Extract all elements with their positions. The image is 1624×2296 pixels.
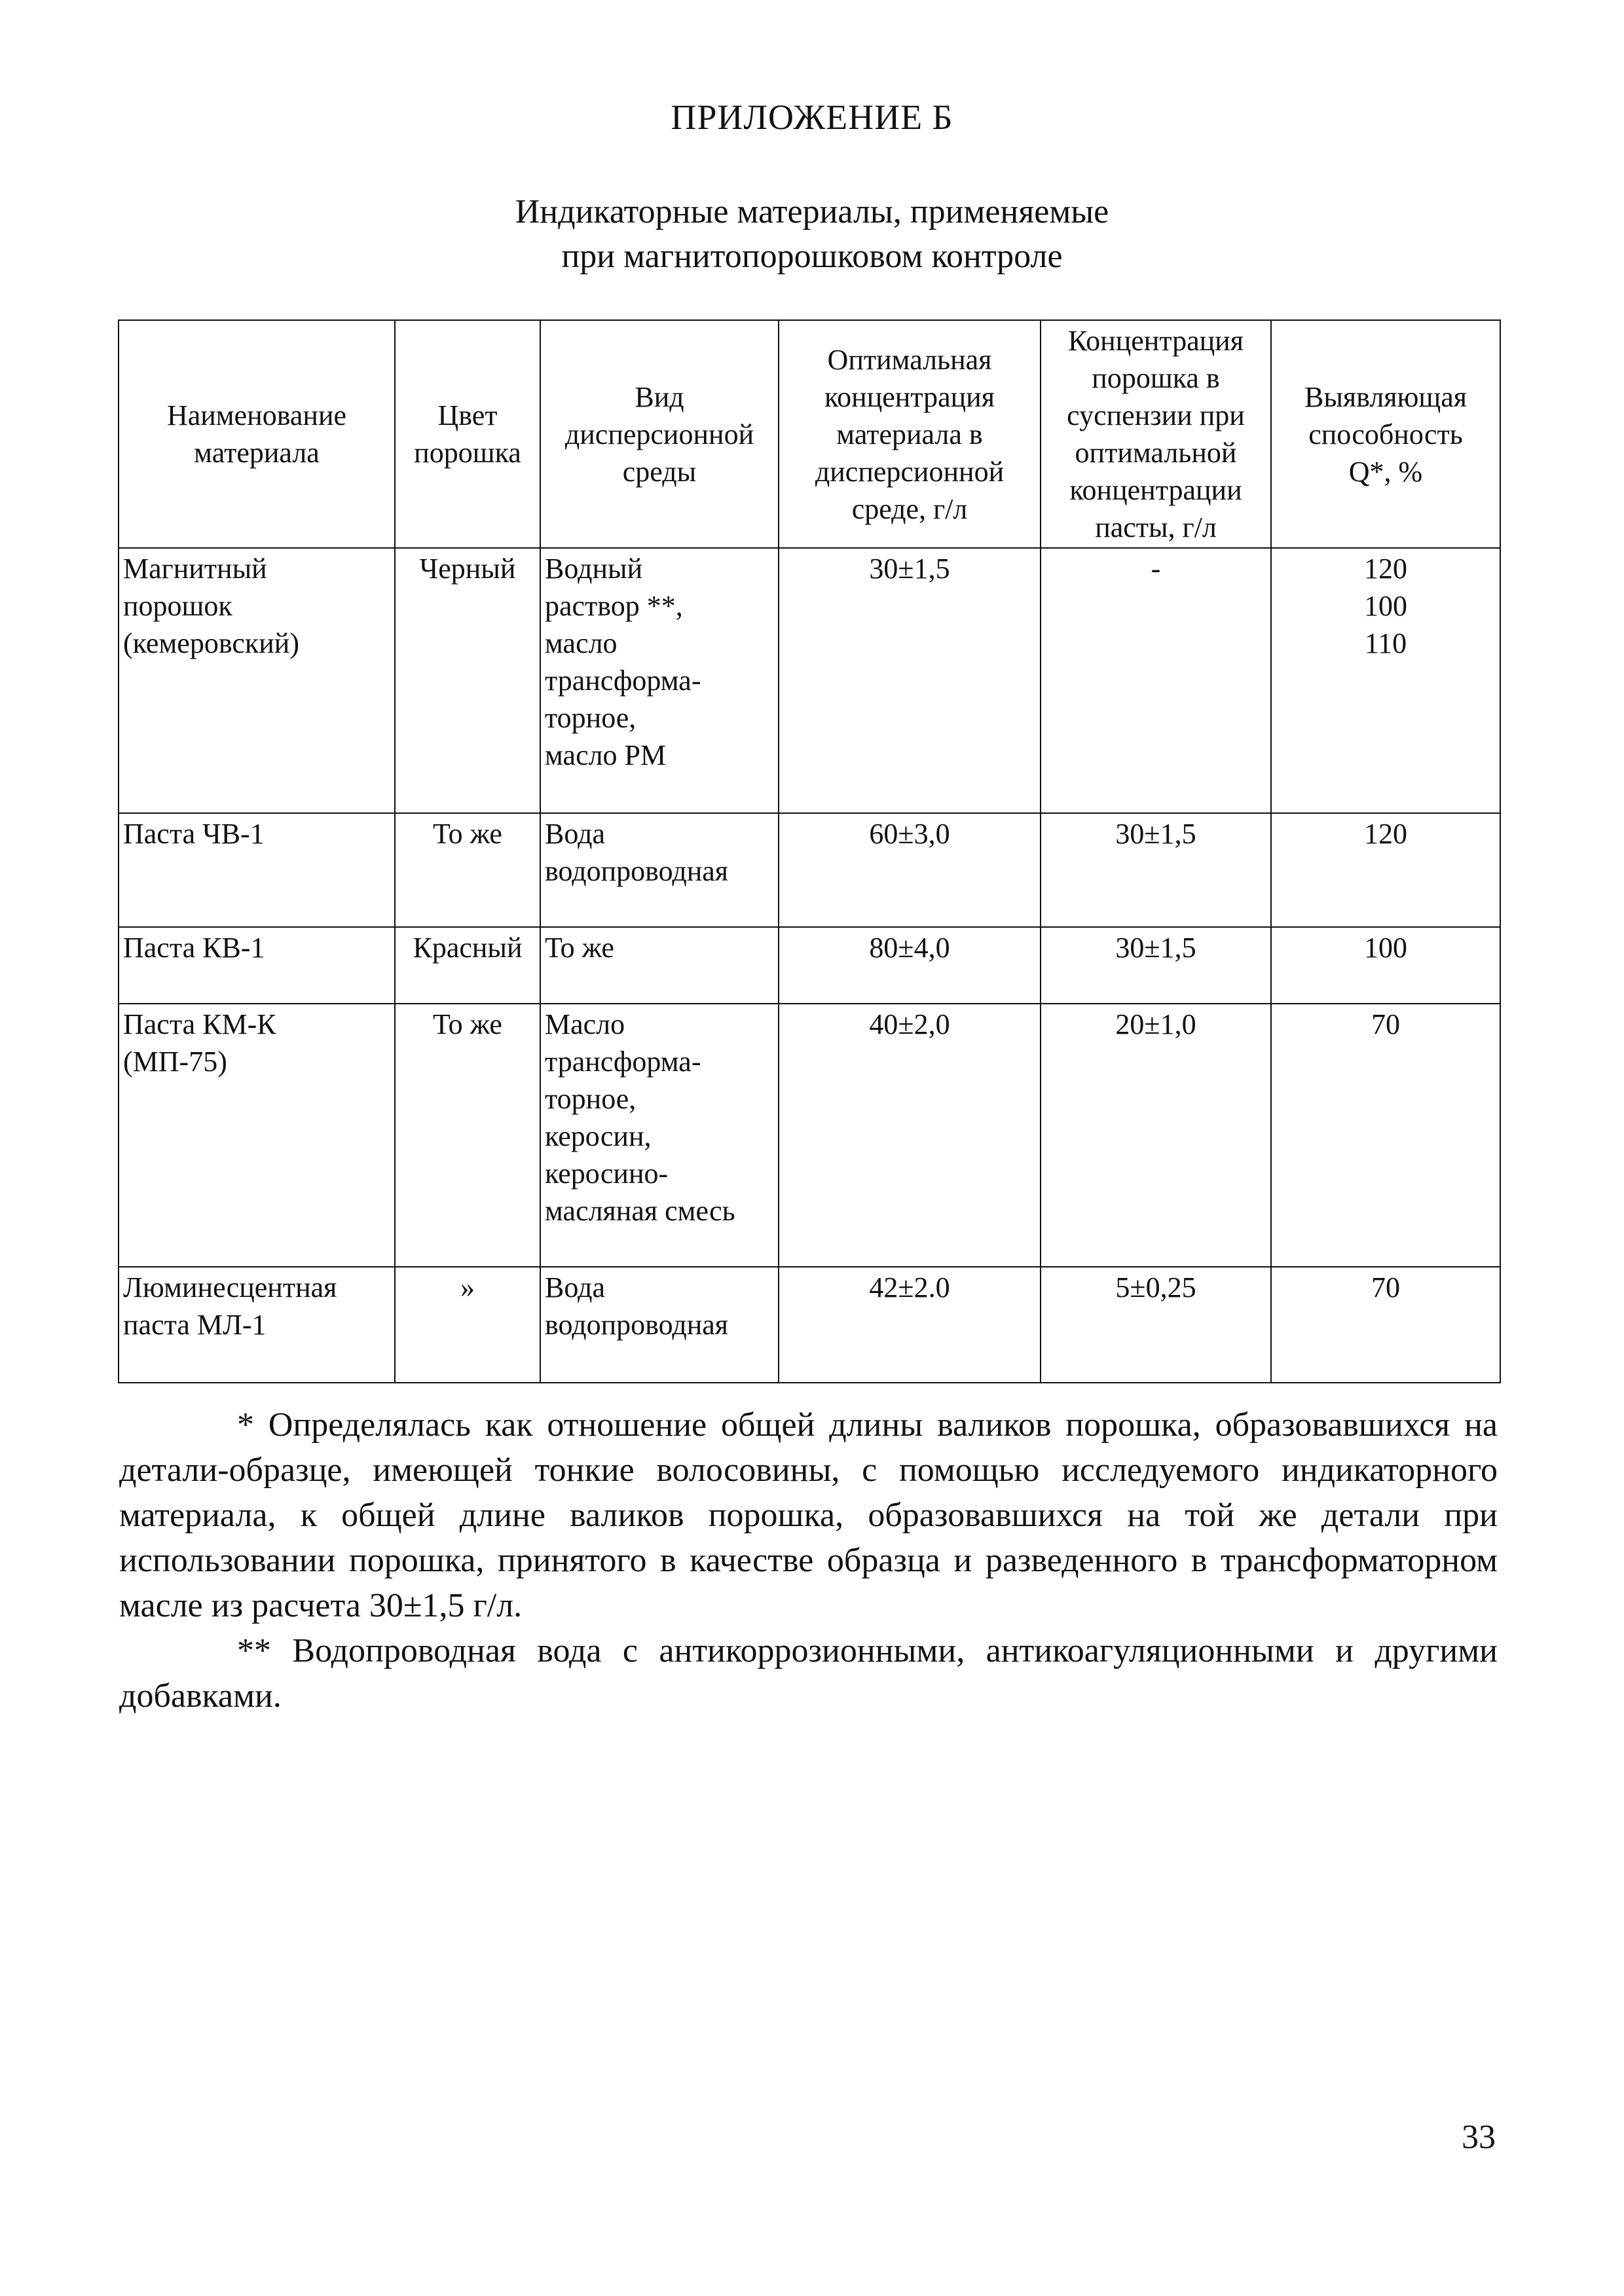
materials-table [118,319,1501,1383]
cell-dispersion-medium: Вода водопроводная [540,813,779,927]
cell-powder-color: Черный [395,548,540,813]
cell-detection-ability: 70 [1271,1004,1500,1267]
cell-detection-ability: 120 [1271,813,1500,927]
footnotes [119,1402,1498,1719]
cell-optimal-concentration: 40±2,0 [779,1004,1041,1267]
cell-material-name: Люминесцентная паста МЛ-1 [119,1267,395,1383]
cell-material-name: Паста ЧВ-1 [119,813,395,927]
cell-dispersion-medium: То же [540,927,779,1004]
cell-material-name: Паста КМ-К (МП-75) [119,1004,395,1267]
cell-material-name: Паста КВ-1 [119,927,395,1004]
header-powder-color: Цвет порошка [395,320,540,548]
cell-powder-color: То же [395,1004,540,1267]
cell-powder-concentration: 20±1,0 [1041,1004,1271,1267]
cell-optimal-concentration: 42±2.0 [779,1267,1041,1383]
cell-detection-ability: 120 100 110 [1271,548,1500,813]
cell-dispersion-medium: Вода водопроводная [540,1267,779,1383]
cell-optimal-concentration: 60±3,0 [779,813,1041,927]
cell-material-name: Магнитный порошок (кемеровский) [119,548,395,813]
table-row [119,813,1500,927]
table-caption: Индикаторные материалы, применяемые при магнитопорошковом контроле [515,193,1109,275]
cell-powder-concentration: 30±1,5 [1041,927,1271,1004]
cell-detection-ability: 70 [1271,1267,1500,1383]
header-optimal-concentration: Оптимальная концентрация материала в дисперсионной среде, г/л [779,320,1041,548]
cell-powder-concentration: 30±1,5 [1041,813,1271,927]
cell-dispersion-medium: Водный раствор **, масло трансформа- торное, масло РМ [540,548,779,813]
cell-powder-color: То же [395,813,540,927]
table-row [119,927,1500,1004]
cell-powder-color: » [395,1267,540,1383]
header-material-name: Наименование материала [119,320,395,548]
header-detection-ability: Выявляющая способность Q*, % [1271,320,1500,548]
table-header-row [119,320,1500,548]
cell-optimal-concentration: 30±1,5 [779,548,1041,813]
header-dispersion-medium: Вид дисперсионной среды [540,320,779,548]
footnote-detection-ability: * Определялась как отношение общей длины валиков порошка, образовавшихся на детали-образце, имеющей тонкие волосовины, с помощью исследуемого индикаторного материала, к общей длине валиков порошка, образовавшихся на той же детали при использовании порошка, принятого в качестве образца и разведенного в трансформаторном масле из расчета 30±1,5 г/л. [119,1406,1498,1624]
cell-powder-concentration: 5±0,25 [1041,1267,1271,1383]
appendix-title: ПРИЛОЖЕНИЕ Б [671,98,953,137]
cell-powder-concentration: - [1041,548,1271,813]
cell-optimal-concentration: 80±4,0 [779,927,1041,1004]
header-powder-concentration: Концентрация порошка в суспензии при оптимальной концентрации пасты, г/л [1041,320,1271,548]
footnote-tap-water: ** Водопроводная вода с антикоррозионными, антикоагуляционными и другими добавками. [119,1632,1498,1715]
table-row [119,1267,1500,1383]
cell-powder-color: Красный [395,927,540,1004]
page-number: 33 [1462,2119,1496,2156]
table-row [119,548,1500,813]
table-row [119,1004,1500,1267]
cell-detection-ability: 100 [1271,927,1500,1004]
cell-dispersion-medium: Масло трансформа- торное, керосин, керосино- масляная смесь [540,1004,779,1267]
